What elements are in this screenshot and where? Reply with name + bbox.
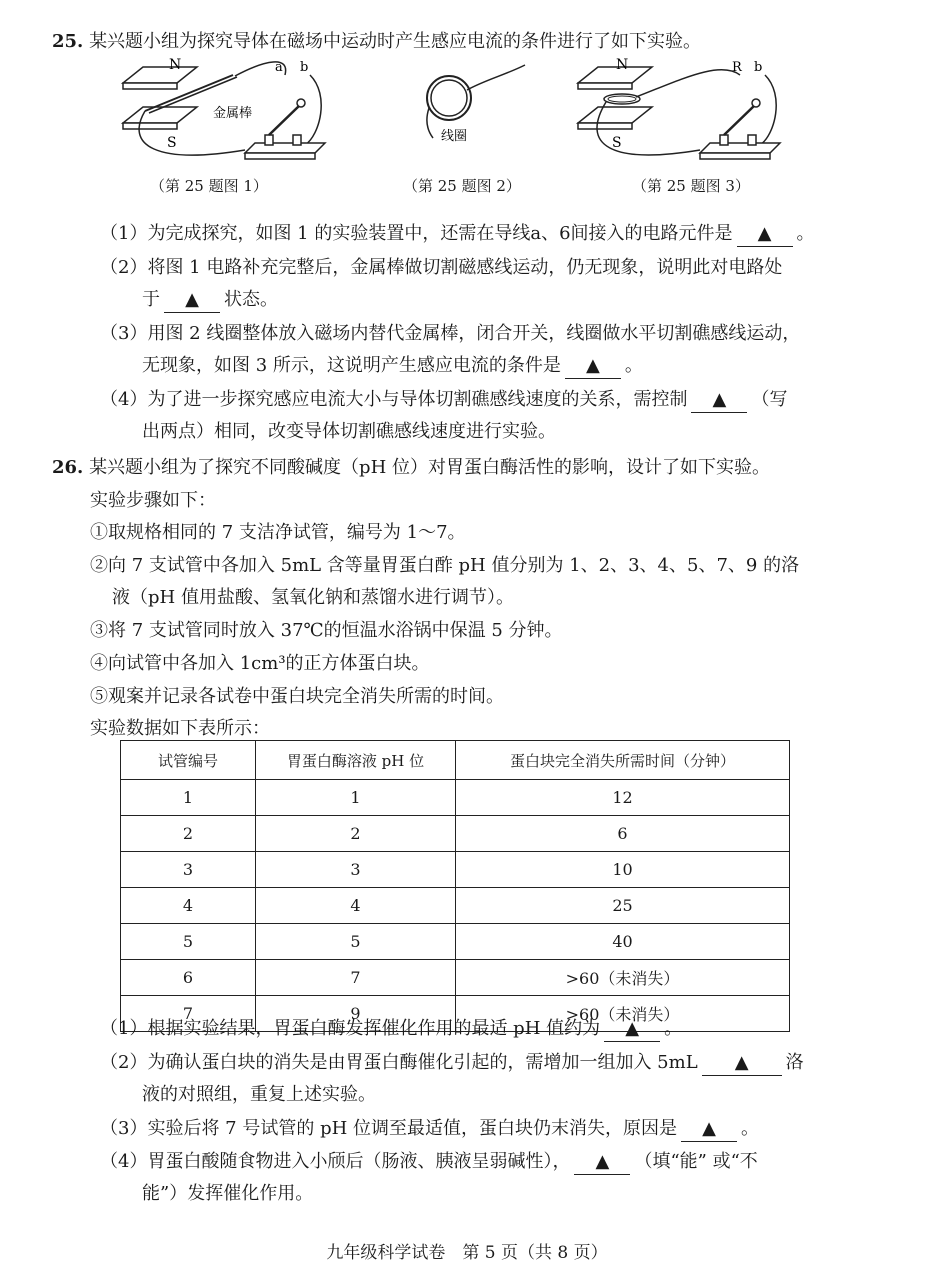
q25-sub4-text: （4）为了进一步探究感应电流大小与导体切割礁感线速度的关系，需控制 [100, 389, 688, 410]
steps-label: 实验步骤如下： [90, 490, 216, 511]
answer-blank[interactable]: ▲ [702, 1051, 782, 1076]
table-cell: 2 [256, 816, 456, 852]
q26-sub3-text: （3）实验后将 7 号试管的 pH 位调至最适值，蛋白块仍末消失，原因是 [100, 1118, 678, 1139]
q26-sub4-line1 [100, 1150, 758, 1175]
figure-25-3-caption: （第 25 题图 3） [632, 177, 750, 195]
table-cell: 12 [456, 780, 790, 816]
header-tube-number: 试管编号 [121, 741, 256, 780]
step-3: ③将 7 支试管同时放入 37℃的恒温水浴锅中保温 5 分钟。 [90, 620, 563, 641]
question-text: 某兴题小组为了探究不同酸碱度（pH 位）对胃蛋白酶活性的影响，设计了如下实验。 [89, 457, 771, 478]
table-cell: 5 [121, 924, 256, 960]
q25-sub2-end: 状态。 [224, 289, 278, 310]
q26-sub3 [100, 1117, 759, 1142]
label-s: S [612, 135, 622, 151]
label-metal-bar: 金属棒 [213, 106, 253, 121]
table-cell: 5 [256, 924, 456, 960]
q25-sub3-line2 [142, 354, 643, 379]
table-row [121, 780, 790, 816]
q26-sub2-text: （2）为确认蛋白块的消失是由胃蛋白酶催化引起的，需增加一组加入 5mL [100, 1052, 698, 1073]
table-row [121, 888, 790, 924]
table-cell: 6 [456, 816, 790, 852]
step-1: ①取规格相同的 7 支洁净试管，编号为 1～7。 [90, 522, 466, 543]
answer-blank[interactable]: ▲ [691, 388, 747, 413]
question-26-title [52, 456, 770, 480]
table-cell: >60（未消失） [456, 960, 790, 996]
step-5: ⑤观案并记录各试卷中蛋白块完全消失所需的时间。 [90, 686, 504, 707]
table-row [121, 924, 790, 960]
figure-25-2 [415, 60, 535, 150]
answer-blank[interactable]: ▲ [565, 354, 621, 379]
q26-sub3-end: 。 [741, 1118, 760, 1139]
step-2-line1: ②向 7 支试管中各加入 5mL 含等量胃蛋白酢 pH 值分别为 1、2、3、4、5、7、9 的洛 [90, 555, 800, 576]
table-cell: 2 [121, 816, 256, 852]
figure-25-3 [570, 55, 790, 175]
table-cell: 7 [256, 960, 456, 996]
table-cell: 1 [121, 780, 256, 816]
answer-blank[interactable]: ▲ [681, 1117, 737, 1142]
label-n: N [169, 57, 182, 73]
header-ph-value: 胃蛋白酶溶液 pH 位 [256, 741, 456, 780]
label-s: S [167, 135, 177, 151]
q25-sub1-end: 。 [796, 223, 815, 244]
step-4: ④向试管中各加入 1cm³的正方体蛋白块。 [90, 653, 430, 674]
answer-blank[interactable]: ▲ [574, 1150, 630, 1175]
label-a: R [732, 60, 742, 75]
q26-sub4-text: （4）胃蛋白酸随食物进入小颀后（肠液、胰液呈弱碱性）， [100, 1151, 571, 1172]
label-n: N [616, 57, 629, 73]
q26-sub1-text: （1）根据实验结果，胃蛋白酶发挥催化作用的最适 pH 值约为 [100, 1018, 601, 1039]
q25-sub2-line2 [142, 288, 278, 313]
label-b: b [754, 60, 763, 75]
table-cell: 1 [256, 780, 456, 816]
table-row [121, 852, 790, 888]
q25-sub3-line1: （3）用图 2 线圈整体放入磁场内替代金属棒，闭合开关，线圈做水平切割礁感线运动， [100, 323, 801, 344]
answer-blank[interactable]: ▲ [164, 288, 220, 313]
q26-sub4-end: （填“能” 或“不 [634, 1151, 758, 1172]
q25-sub3-end: 。 [624, 355, 643, 376]
question-number: 26. [52, 457, 84, 478]
step-2-line2: 液（pH 值用盐酸、氢氧化钠和蒸馏水进行调节）。 [112, 587, 514, 608]
figure-25-1 [115, 55, 335, 175]
q25-sub1 [100, 222, 815, 247]
q26-sub2-line2: 液的对照组，重复上述实验。 [142, 1084, 376, 1105]
question-number: 25. [52, 31, 84, 52]
table-cell: 10 [456, 852, 790, 888]
table-row [121, 816, 790, 852]
table-cell: 40 [456, 924, 790, 960]
q26-sub1-end: 。 [664, 1018, 683, 1039]
table-cell: 3 [121, 852, 256, 888]
table-cell: >60（未消失） [456, 996, 790, 1032]
label-b: b [300, 60, 309, 75]
q26-sub4-line2: 能”）发挥催化作用。 [142, 1183, 314, 1204]
table-cell: 9 [256, 996, 456, 1032]
table-cell: 4 [256, 888, 456, 924]
q25-sub3-text: 无现象，如图 3 所示，这说明产生感应电流的条件是 [142, 355, 561, 376]
answer-blank[interactable]: ▲ [737, 222, 793, 247]
q25-sub4-line1 [100, 388, 787, 413]
header-dissolve-time: 蛋白块完全消失所需时间（分钟） [456, 741, 790, 780]
table-cell: 7 [121, 996, 256, 1032]
data-label: 实验数据如下表所示： [90, 718, 270, 739]
table-row [121, 960, 790, 996]
q25-sub2-line1: （2）将图 1 电路补充完整后，金属棒做切割磁感线运动，仍无现象，说明此对电路处 [100, 257, 783, 278]
q26-sub2-end: 洛 [785, 1052, 804, 1073]
table-cell: 25 [456, 888, 790, 924]
figure-25-1-caption: （第 25 题图 1） [150, 177, 268, 195]
answer-blank[interactable]: ▲ [604, 1017, 660, 1042]
q25-sub2-text: 于 [142, 289, 160, 310]
q26-sub2-line1 [100, 1051, 804, 1076]
table-header-row [121, 741, 790, 780]
q26-sub1 [100, 1017, 682, 1042]
q25-sub1-text: （1）为完成探究，如图 1 的实验装置中，还需在导线a、6间接入的电路元件是 [100, 223, 733, 244]
table-cell: 4 [121, 888, 256, 924]
q25-sub4-end: （写 [751, 389, 788, 410]
table-cell: 3 [256, 852, 456, 888]
label-a: a [275, 60, 283, 75]
q25-sub4-line2: 出两点）相同，改变导体切割礁感线速度进行实验。 [142, 421, 556, 442]
question-text: 某兴题小组为探究导体在磁场中运动时产生感应电流的条件进行了如下实验。 [89, 31, 702, 52]
figure-25-2-caption: （第 25 题图 2） [403, 177, 521, 195]
table-cell: 6 [121, 960, 256, 996]
question-25-title [52, 30, 701, 54]
experiment-data-table [120, 740, 790, 1032]
label-coil: 线圈 [441, 129, 468, 144]
page-footer: 九年级科学试卷 第 5 页（共 8 页） [326, 1243, 608, 1263]
